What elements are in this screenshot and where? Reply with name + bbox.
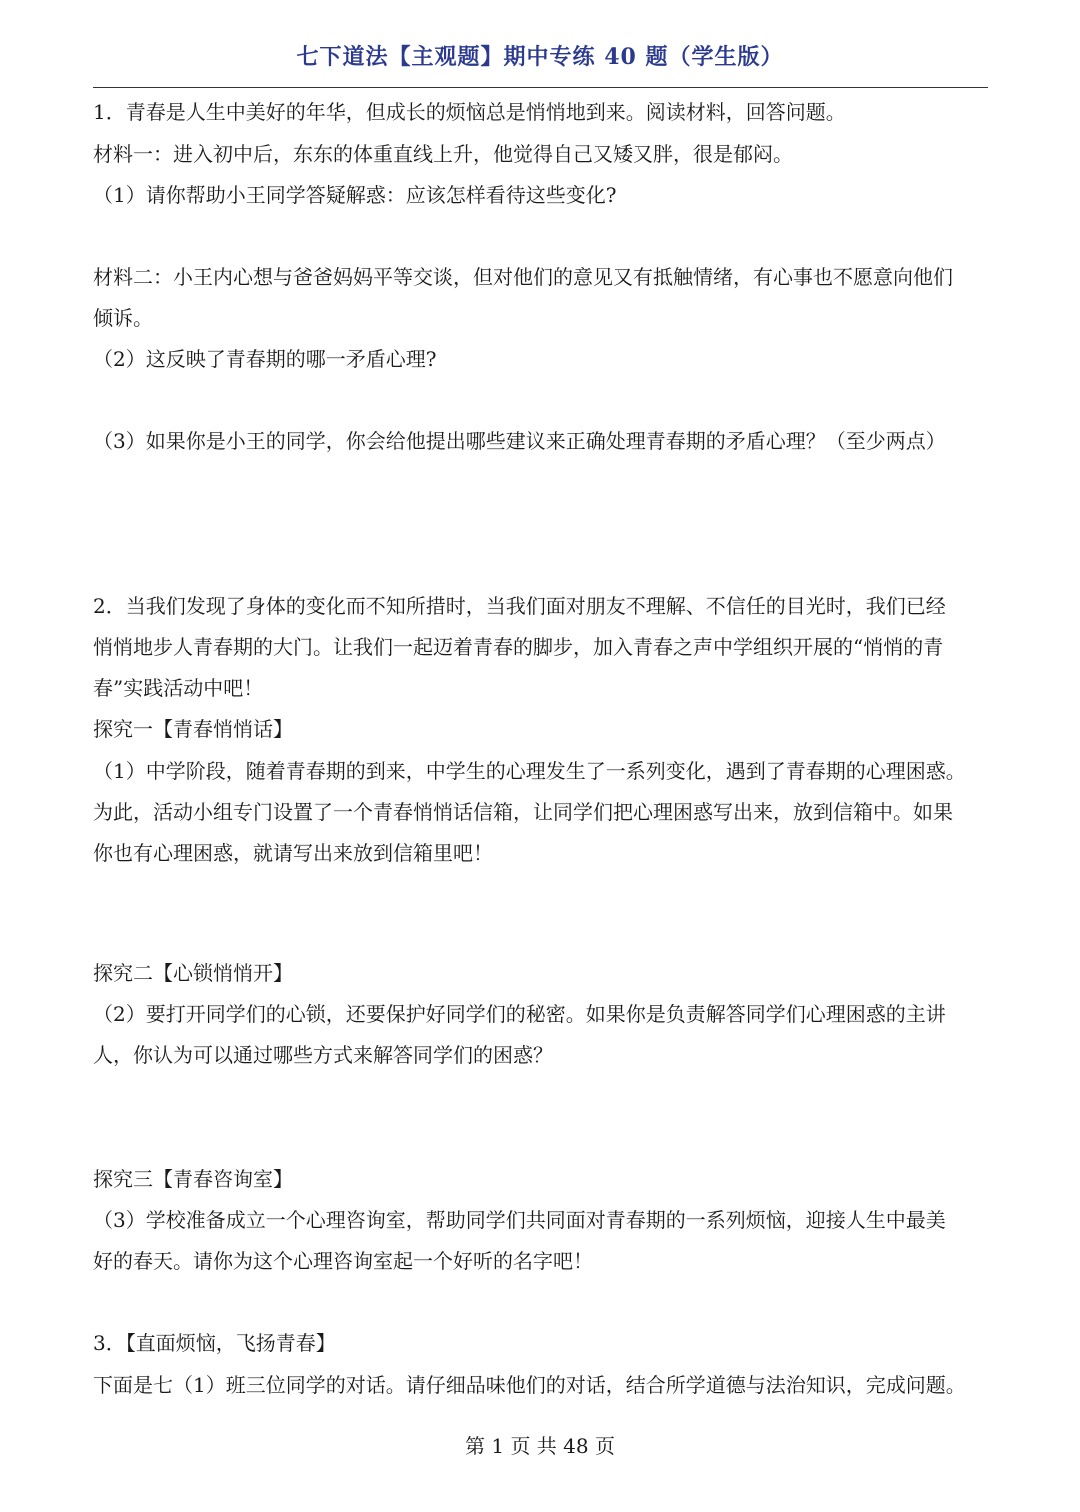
q1-material-2: 材料二：小王内心想与爸爸妈妈平等交谈，但对他们的意见又有抵触情绪，有心事也不愿意向他们 <box>93 265 953 289</box>
q2-sub-question-1-cont-1: 为此，活动小组专门设置了一个青春悄悄话信箱，让同学们把心理困惑写出来，放到信箱中。如果 <box>93 800 953 824</box>
q2-sub-question-3-cont: 好的春天。请你为这个心理咨询室起一个好听的名字吧！ <box>93 1249 593 1273</box>
q1-material-1: 材料一：进入初中后，东东的体重直线上升，他觉得自己又矮又胖，很是郁闷。 <box>93 142 793 166</box>
q1-stem: 1．青春是人生中美好的年华，但成长的烦恼总是悄悄地到来。阅读材料，回答问题。 <box>93 100 846 124</box>
q2-explore-3-heading: 探究三【青春咨询室】 <box>93 1167 293 1191</box>
q2-sub-question-1: （1）中学阶段，随着青春期的到来，中学生的心理发生了一系列变化，遇到了青春期的心理困惑。 <box>93 759 966 783</box>
q2-explore-1-heading: 探究一【青春悄悄话】 <box>93 717 293 741</box>
header-divider <box>93 87 988 88</box>
q1-material-2-cont: 倾诉。 <box>93 306 153 330</box>
q1-sub-question-2: （2）这反映了青春期的哪一矛盾心理? <box>93 347 437 371</box>
q3-heading: 3．【直面烦恼，飞扬青春】 <box>93 1331 336 1355</box>
q2-sub-question-3: （3）学校准备成立一个心理咨询室，帮助同学们共同面对青春期的一系列烦恼，迎接人生中最美 <box>93 1208 946 1232</box>
q2-stem: 2．当我们发现了身体的变化而不知所措时，当我们面对朋友不理解、不信任的目光时，我们已经 <box>93 594 946 618</box>
q3-stem: 下面是七（1）班三位同学的对话。请仔细品味他们的对话，结合所学道德与法治知识，完成问题。 <box>93 1373 966 1397</box>
q2-explore-2-heading: 探究二【心锁悄悄开】 <box>93 961 293 985</box>
q1-sub-question-1: （1）请你帮助小王同学答疑解惑：应该怎样看待这些变化? <box>93 183 617 207</box>
q2-sub-question-2: （2）要打开同学们的心锁，还要保护好同学们的秘密。如果你是负责解答同学们心理困惑的主讲 <box>93 1002 946 1026</box>
q2-stem-cont-1: 悄悄地步人青春期的大门。让我们一起迈着青春的脚步，加入青春之声中学组织开展的“悄悄的青 <box>93 635 944 659</box>
document-header-title: 七下道法【主观题】期中专练 40 题（学生版） <box>296 44 784 70</box>
q2-stem-cont-2: 春”实践活动中吧！ <box>93 676 264 700</box>
q2-sub-question-2-cont: 人，你认为可以通过哪些方式来解答同学们的困惑？ <box>93 1043 553 1067</box>
page-number-footer: 第 1 页 共 48 页 <box>465 1434 615 1458</box>
q1-sub-question-3: （3）如果你是小王的同学，你会给他提出哪些建议来正确处理青春期的矛盾心理？（至少两点） <box>93 429 946 453</box>
q2-sub-question-1-cont-2: 你也有心理困惑，就请写出来放到信箱里吧！ <box>93 841 493 865</box>
